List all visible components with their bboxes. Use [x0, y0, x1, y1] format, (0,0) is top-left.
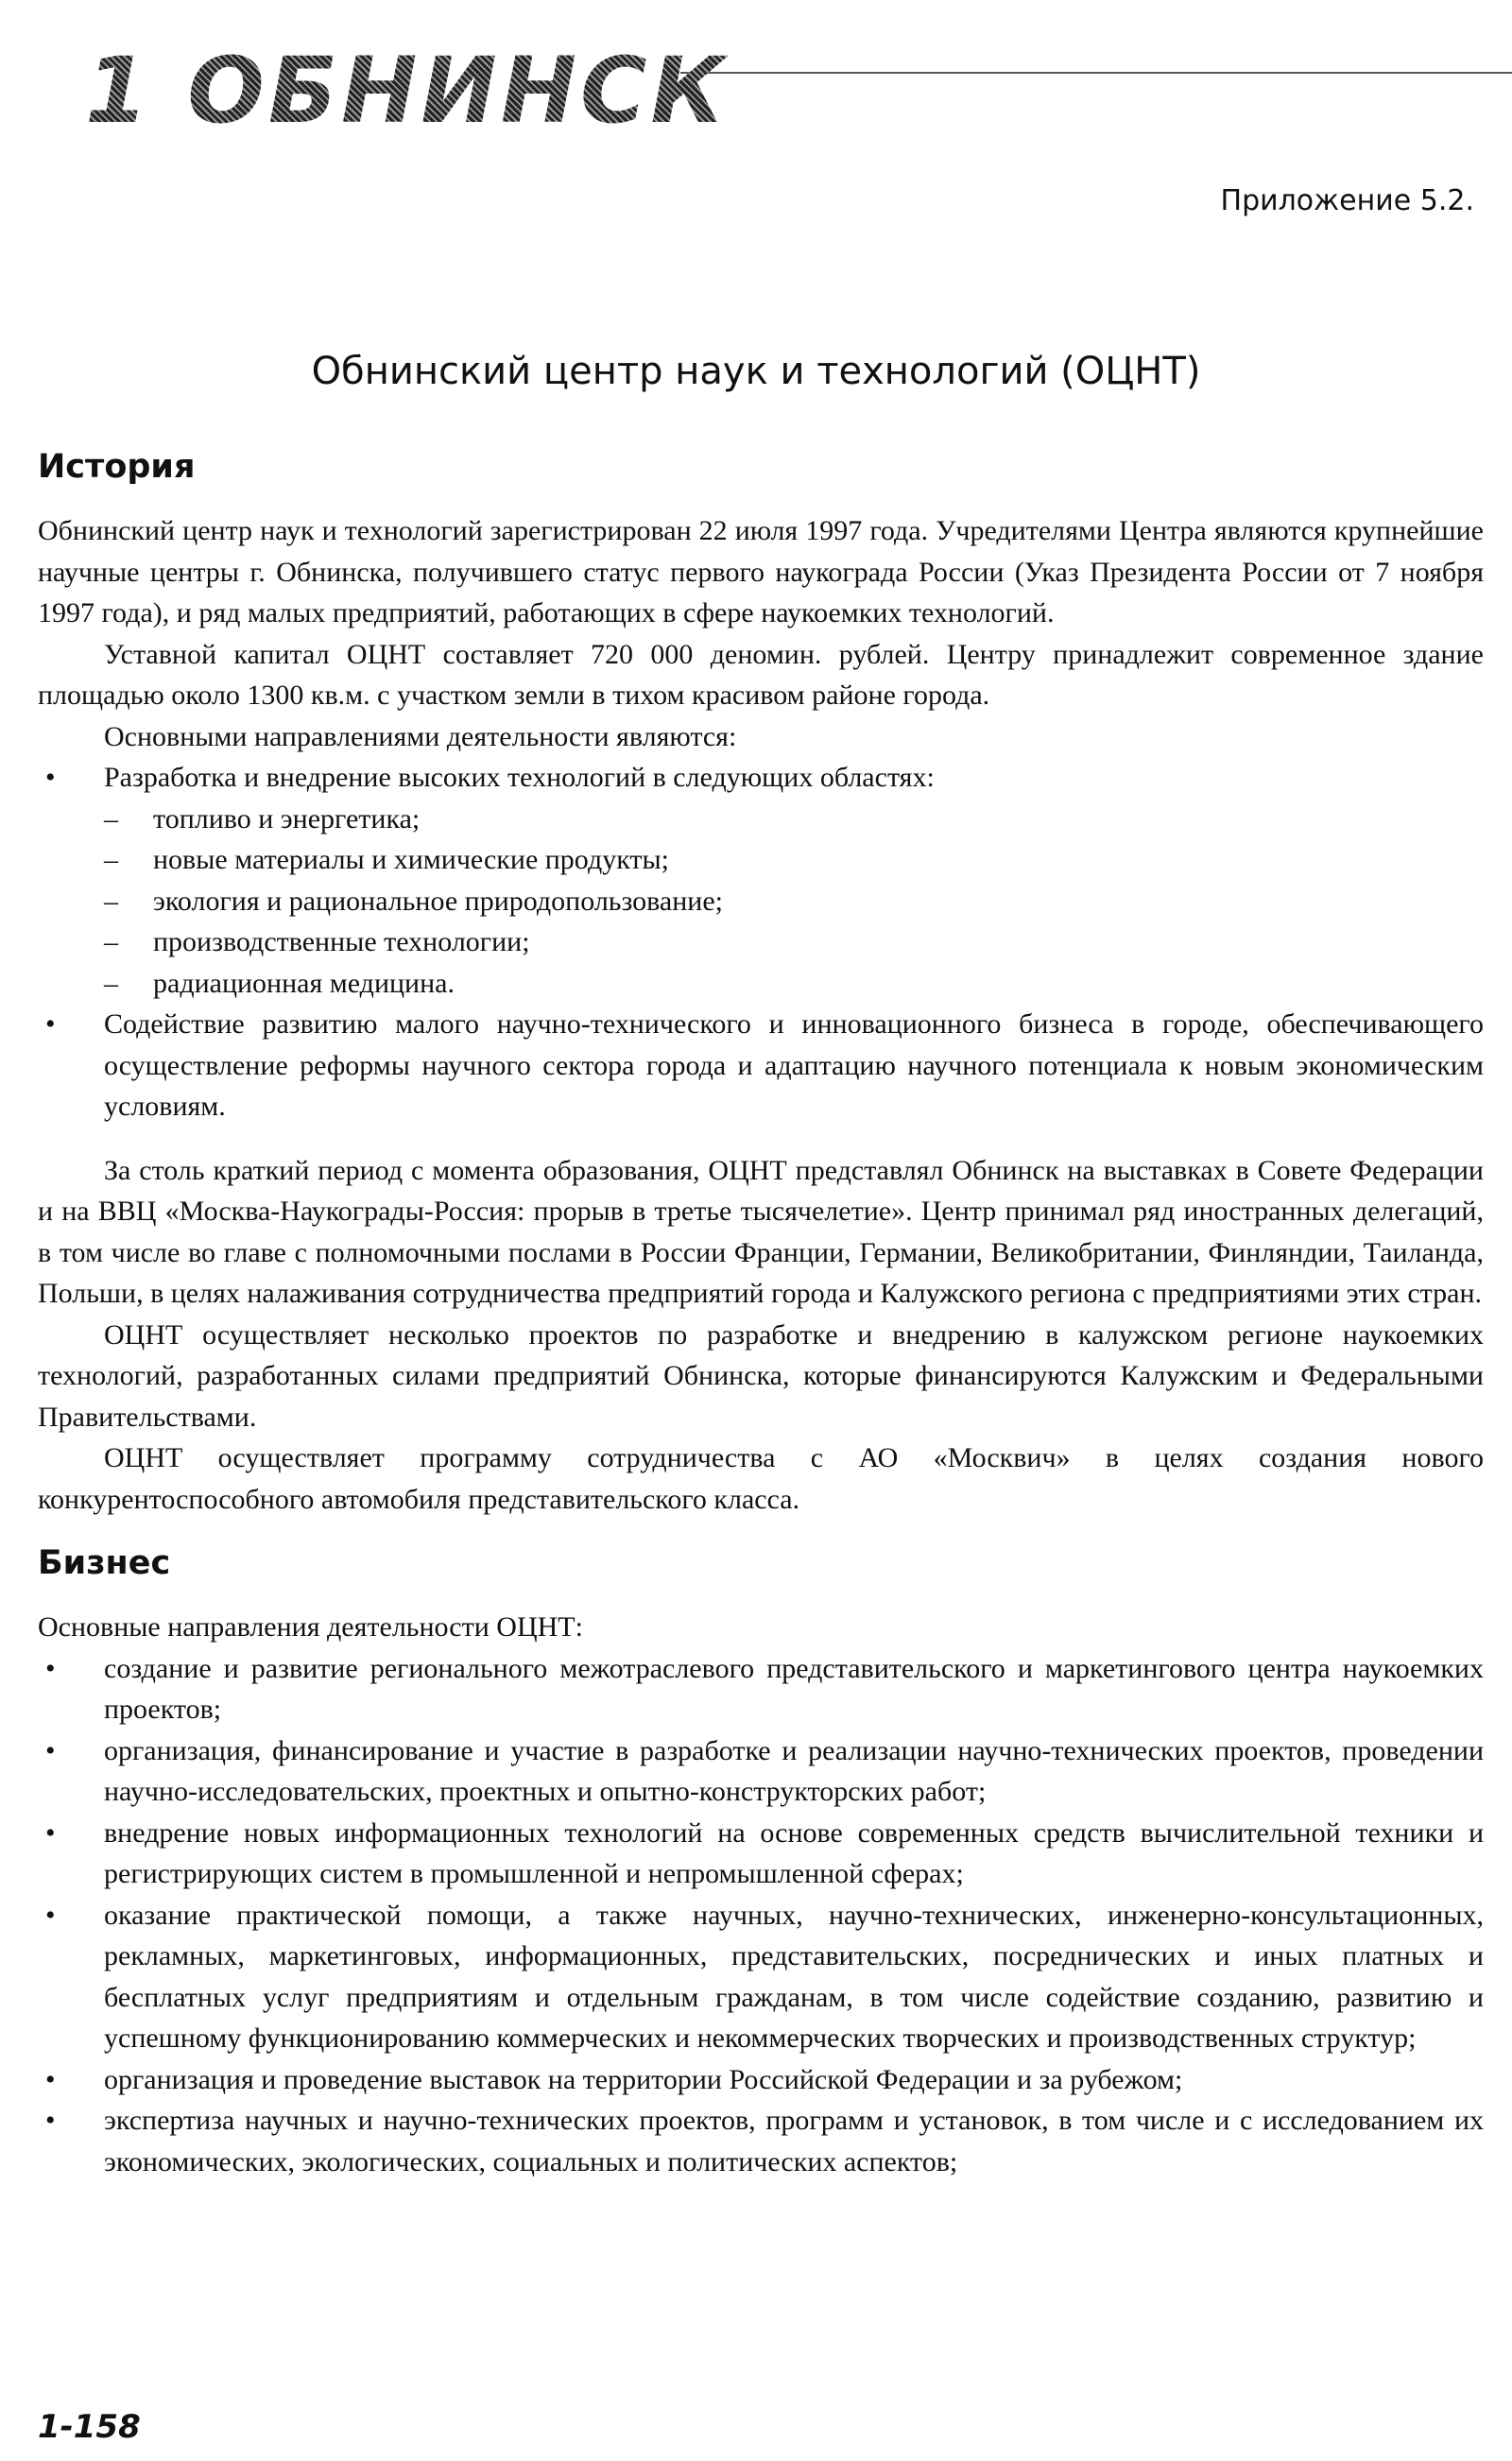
- business-intro: Основные направления деятельности ОЦНТ:: [38, 1611, 583, 1643]
- appendix-label: Приложение 5.2.: [1220, 184, 1474, 217]
- direction-subitems: [104, 799, 1484, 1005]
- direction-text: Разработка и внедрение высоких технологий в следующих областях:: [104, 762, 935, 793]
- document-title: Обнинский центр наук и технологий (ОЦНТ): [311, 350, 1201, 393]
- directions-list: [38, 757, 1484, 1127]
- list-item: • внедрение новых информационных технологий на основе современных средств вычислительной техники и регистрирующих систем в промышленной и непромышленной сферах;: [38, 1813, 1484, 1895]
- history-paragraph: Обнинский центр наук и технологий зарегистрирован 22 июля 1997 года. Учредителями Центра являются крупнейшие научные центры г. Обнинска, получившего статус первого наукограда России (Указ Президента России от 7 ноября 1997 года), и ряд малых предприятий, работающих в сфере наукоемких технологий.: [38, 515, 1484, 628]
- list-item: – новые материалы и химические продукты;: [104, 839, 1484, 881]
- list-item: – производственные технологии;: [104, 921, 1484, 963]
- document-body: [38, 444, 1484, 2182]
- list-item: • организация, финансирование и участие в разработке и реализации научно-технических проектов, проведении научно-исследовательских, проектных и опытно-конструкторских работ;: [38, 1730, 1484, 1813]
- list-item: • Содействие развитию малого научно-технического и инновационного бизнеса в городе, обеспечивающего осуществление реформы научного сектора города и адаптацию научного потенциала к новым экономическим условиям.: [38, 1004, 1484, 1127]
- history-paragraph: За столь краткий период с момента образования, ОЦНТ представлял Обнинск на выставках в Совете Федерации и на ВВЦ «Москва-Наукограды-Россия: прорыв в третье тысячелетие». Центр принимал ряд иностранных делегаций, в том числе во главе с полномочными послами в России Франции, Германии, Великобритании, Финляндии, Таиланда, Польши, в целях налаживания сотрудничества предприятий города и Калужского региона с предприятиями этих стран.: [38, 1154, 1484, 1309]
- business-heading: Бизнес: [38, 1544, 171, 1582]
- page-number: 1-158: [38, 2408, 141, 2446]
- list-item: • организация и проведение выставок на территории Российской Федерации и за рубежом;: [38, 2059, 1484, 2101]
- history-paragraph: ОЦНТ осуществляет несколько проектов по разработке и внедрению в калужском регионе наукоемких технологий, разработанных силами предприятий Обнинска, которые финансируются Калужским и Федеральными Правительствами.: [38, 1318, 1484, 1433]
- list-item: – радиационная медицина.: [104, 963, 1484, 1005]
- history-paragraph: ОЦНТ осуществляет программу сотрудничества с АО «Москвич» в целях создания нового конкурентоспособного автомобиля представительского класса.: [38, 1442, 1484, 1515]
- page-header: [38, 28, 1484, 144]
- list-item: • оказание практической помощи, а также научных, научно-технических, инженерно-консультационных, рекламных, маркетинговых, информационных, представительских, посреднических и иных платных и бесплатных услуг предприятиям и отдельным гражданам, в том числе содействие созданию, развитию и успешному функционированию коммерческих и некоммерческих творческих и производственных структур;: [38, 1895, 1484, 2059]
- list-item: – топливо и энергетика;: [104, 799, 1484, 840]
- section-title: 1 ОБНИНСК: [85, 38, 729, 144]
- header-rule: [680, 72, 1512, 74]
- list-item: [38, 757, 1484, 1004]
- list-item: • экспертиза научных и научно-технических проектов, программ и установок, в том числе и с исследованием их экономических, экологических, социальных и политических аспектов;: [38, 2100, 1484, 2182]
- list-item: • создание и развитие регионального межотраслевого представительского и маркетингового центра наукоемких проектов;: [38, 1648, 1484, 1730]
- list-item: – экология и рациональное природопользование;: [104, 881, 1484, 922]
- history-paragraph: Основными направлениями деятельности являются:: [104, 720, 737, 752]
- business-list: [38, 1648, 1484, 2183]
- history-paragraph: Уставной капитал ОЦНТ составляет 720 000 деномин. рублей. Центру принадлежит современное здание площадью около 1300 кв.м. с участком земли в тихом красивом районе города.: [38, 638, 1484, 711]
- history-heading: История: [38, 448, 196, 486]
